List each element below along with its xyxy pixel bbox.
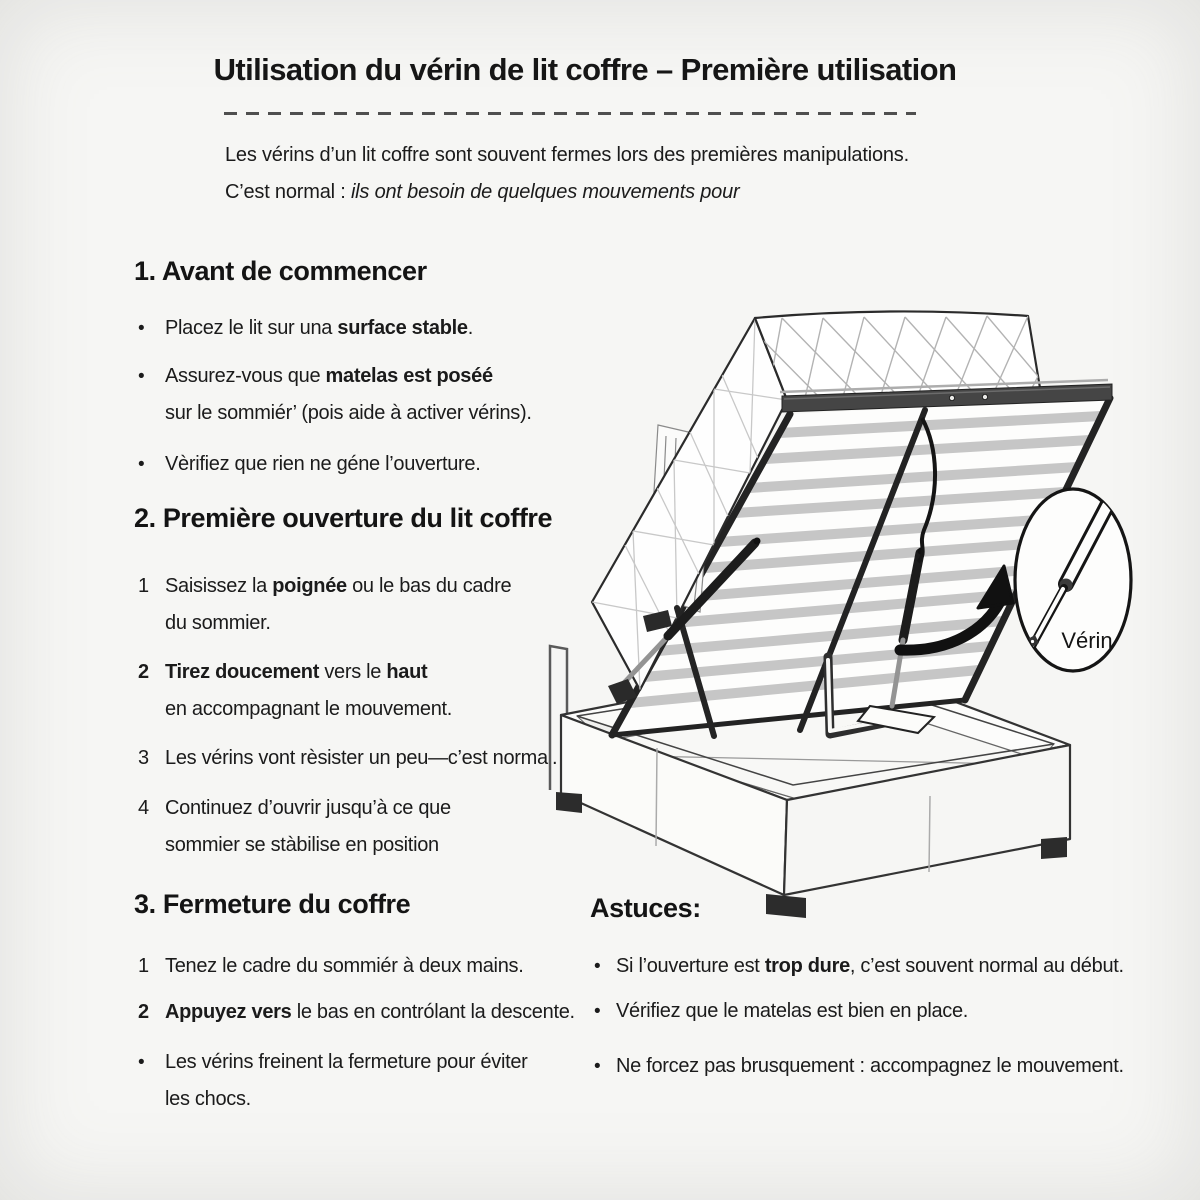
item-text: Vèrifiez que rien ne géne l’ouverture. <box>165 453 481 475</box>
bed-foot <box>1041 837 1067 859</box>
item-marker: • <box>594 1001 601 1022</box>
item-text: Continuez d’ouvrir jusqu’à ce que sommier se stàbilise en position <box>165 797 451 856</box>
item-marker: 2 <box>138 1001 149 1023</box>
item-marker: 2 <box>138 661 149 683</box>
item-text: Assurez-vous que matelas est poséé sur le sommiér’ (pois aide à activer vérins). <box>165 365 532 424</box>
item-marker: 4 <box>138 797 149 819</box>
list-item <box>136 740 557 777</box>
list-item <box>136 994 575 1031</box>
list-item <box>136 948 523 985</box>
list-item <box>136 1044 528 1118</box>
item-marker: 1 <box>138 955 149 977</box>
list-item <box>592 1048 1124 1085</box>
item-text: Si l’ouverture est trop dure, c’est souvent normal au début. <box>616 955 1124 977</box>
list-item <box>136 446 480 483</box>
item-marker: 1 <box>138 575 149 597</box>
bed-foot <box>556 792 582 813</box>
item-marker: • <box>594 1056 601 1077</box>
section-heading-astuces: Astuces: <box>590 893 701 923</box>
item-text: Vérifiez que le matelas est bien en place. <box>616 1000 969 1022</box>
list-item <box>136 654 452 728</box>
list-item <box>136 790 451 864</box>
item-marker: • <box>138 454 145 475</box>
intro-line-2: C’est normal : ils ont besoin de quelques mouvements pour <box>225 181 740 203</box>
item-marker: • <box>594 956 601 977</box>
inset-detail <box>1015 489 1131 671</box>
dashed-divider <box>224 112 916 115</box>
item-text: Les vérins freinent la fermeture pour éviter les chocs. <box>165 1051 528 1110</box>
section-heading-fermeture: 3. Fermeture du coffre <box>134 889 411 919</box>
page-title: Utilisation du vérin de lit coffre – Première utilisation <box>213 52 957 87</box>
item-text: Les vérins vont rèsister un peu—c’est normal. <box>165 747 558 769</box>
section-heading-avant: 1. Avant de commencer <box>134 256 427 286</box>
item-text: Tirez doucement vers le haut en accompagnant le mouvement. <box>165 661 453 720</box>
intro-line-1: Les vérins d’un lit coffre sont souvent fermes lors des premières manipulations. <box>225 144 909 166</box>
item-text: Placez le lit sur una surface stable. <box>165 317 473 339</box>
list-item <box>136 568 511 642</box>
list-item <box>592 948 1124 985</box>
list-item <box>136 310 473 347</box>
bed-illustration <box>530 280 1190 925</box>
list-item <box>136 358 532 432</box>
item-marker: 3 <box>138 747 149 769</box>
item-text: Ne forcez pas brusquement : accompagnez le mouvement. <box>616 1055 1124 1077</box>
item-marker: • <box>138 1052 145 1073</box>
item-marker: • <box>138 318 145 339</box>
item-marker: • <box>138 366 145 387</box>
section-heading-ouverture: 2. Première ouverture du lit coffre <box>134 503 553 533</box>
item-text: Appuyez vers le bas en contrólant la descente. <box>165 1001 575 1023</box>
list-item <box>592 993 968 1030</box>
item-text: Saisissez la poignée ou le bas du cadre du sommier. <box>165 575 512 634</box>
verin-label: Vérin <box>1061 628 1113 653</box>
item-text: Tenez le cadre du sommiér à deux mains. <box>165 955 524 977</box>
bed-foot <box>766 894 806 918</box>
